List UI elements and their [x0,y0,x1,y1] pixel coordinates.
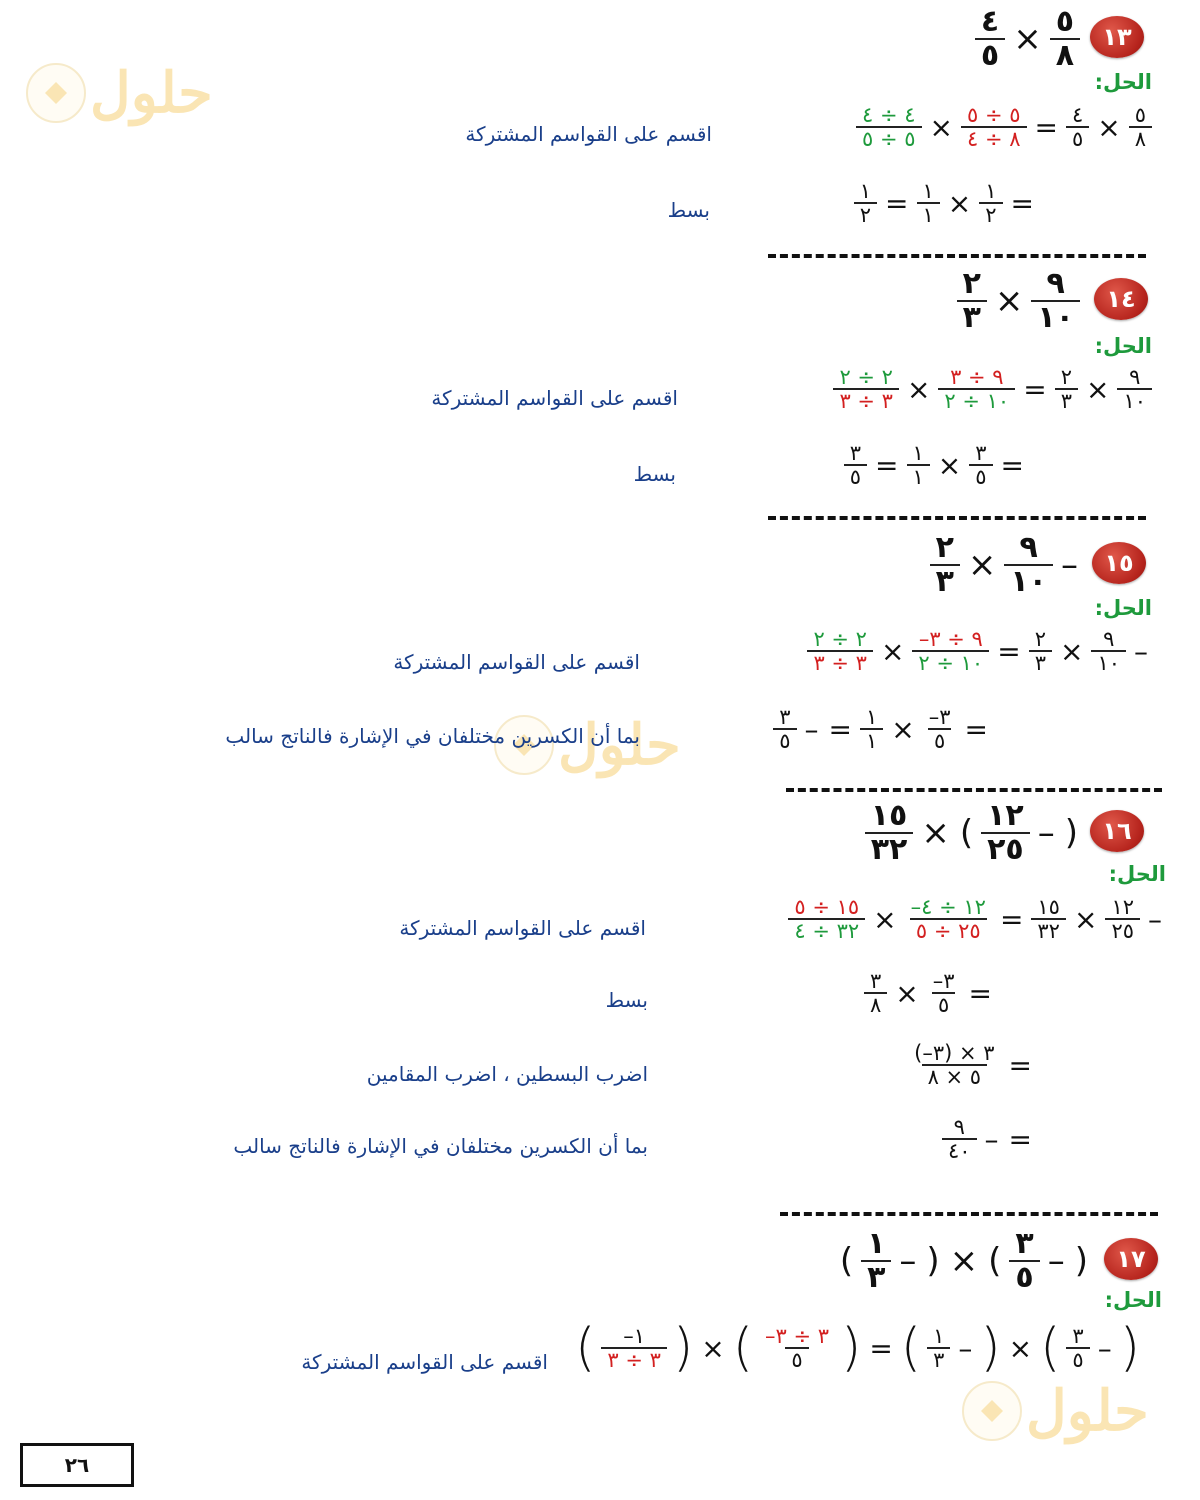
solution-step: = $\frac{٣}{٥}$ × $\frac{١}{١}$ = $\frac{٣}{٥}$ [844,442,1026,488]
solution-label: الحل: [1094,334,1152,358]
watermark-logo: حلول [962,1378,1149,1444]
step-note: بما أن الكسرين مختلفان في الإشارة فالناتج سالب [233,1134,648,1158]
step-note: اقسم على القواسم المشتركة [465,122,712,146]
problem-question: $\frac{٥}{٨}$ × $\frac{٤}{٥}$ [975,6,1080,71]
step-note: اقسم على القواسم المشتركة [393,650,640,674]
solution-step: – $\frac{٩}{١٠}$ × $\frac{٢}{٣}$ = $\frac{-٩ \div ٣}{١٠ \div ٢}$ × $\frac{٢ \div ٢}{٣ \div ٣}$ [807,628,1150,674]
step-note: بسط [605,988,648,1012]
book-icon [26,63,86,123]
step-note: بسط [633,462,676,486]
problem-question: – $\frac{٩}{١٠}$ × $\frac{٢}{٣}$ [930,532,1080,597]
section-divider [780,1212,1158,1216]
solution-label: الحل: [1094,596,1152,620]
section-divider [786,788,1162,792]
step-note: اقسم على القواسم المشتركة [431,386,678,410]
problem-number-badge: ١٧ [1104,1238,1158,1280]
watermark-logo: حلول [494,712,681,778]
section-divider [768,516,1146,520]
solution-label: الحل: [1094,70,1152,94]
step-note: بسط [667,198,710,222]
solution-step: ) – $\frac{٣}{٥}$ ( × ) – $\frac{١}{٣}$ ( = ) $\frac{-٣ \div ٣}{٥}$ ( × ) $\frac{-١}{٣ \div ٣}$ ( [575,1318,1140,1378]
problem-question: ) – $\frac{٣}{٥}$ ( × ) – $\frac{١}{٣}$ ( [839,1226,1088,1295]
step-note: اقسم على القواسم المشتركة [301,1350,548,1374]
problem-number-badge: ١٦ [1090,810,1144,852]
solution-label: الحل: [1104,1288,1162,1312]
problem-number-badge: ١٣ [1090,16,1144,58]
fraction: $\frac{٤}{٥}$ [975,6,1005,71]
solution-step: = $\frac{-٣}{٥}$ × $\frac{١}{١}$ = – $\frac{٣}{٥}$ [773,706,990,752]
step-note: اضرب البسطين ، اضرب المقامين [366,1062,648,1086]
solution-step: = $\frac{(-٣) \times ٣}{٥ \times ٨}$ [914,1041,1032,1090]
solution-step: $\frac{٥}{٨}$ × $\frac{٤}{٥}$ = $\frac{٥ \div ٥}{٨ \div ٤}$ × $\frac{٤ \div ٤}{٥ \div ٥}$ [856,104,1152,150]
solution-step: = – $\frac{٩}{٤٠}$ [942,1116,1034,1162]
problem-number-badge: ١٥ [1092,542,1146,584]
watermark-logo: حلول [26,60,213,126]
solution-label: الحل: [1108,862,1166,886]
problem-number-badge: ١٤ [1094,278,1148,320]
solution-step: = $\frac{-٣}{٥}$ × $\frac{٣}{٨}$ [864,970,994,1016]
solution-step: = $\frac{١}{٢}$ × $\frac{١}{١}$ = $\frac{١}{٢}$ [854,180,1036,226]
solution-step: $\frac{٩}{١٠}$ × $\frac{٢}{٣}$ = $\frac{٩ \div ٣}{١٠ \div ٢}$ × $\frac{٢ \div ٢}{٣ \div ٣}$ [833,366,1152,412]
step-note: اقسم على القواسم المشتركة [399,916,646,940]
problem-question: $\frac{٩}{١٠}$ × $\frac{٢}{٣}$ [957,268,1080,333]
section-divider [768,254,1146,258]
solution-step: – $\frac{١٢}{٢٥}$ × $\frac{١٥}{٣٢}$ = $\frac{-١٢ \div ٤}{٢٥ \div ٥}$ × $\frac{١٥ \div ٥}{٣٢ \div ٤}$ [788,896,1164,942]
step-note: بما أن الكسرين مختلفان في الإشارة فالناتج سالب [225,724,640,748]
book-icon [962,1381,1022,1441]
fraction: $\frac{٥}{٨}$ [1050,6,1080,71]
page-number: ٢٦ [20,1443,134,1487]
problem-question: ) – $\frac{١٢}{٢٥}$ ( × $\frac{١٥}{٣٢}$ [865,800,1080,865]
